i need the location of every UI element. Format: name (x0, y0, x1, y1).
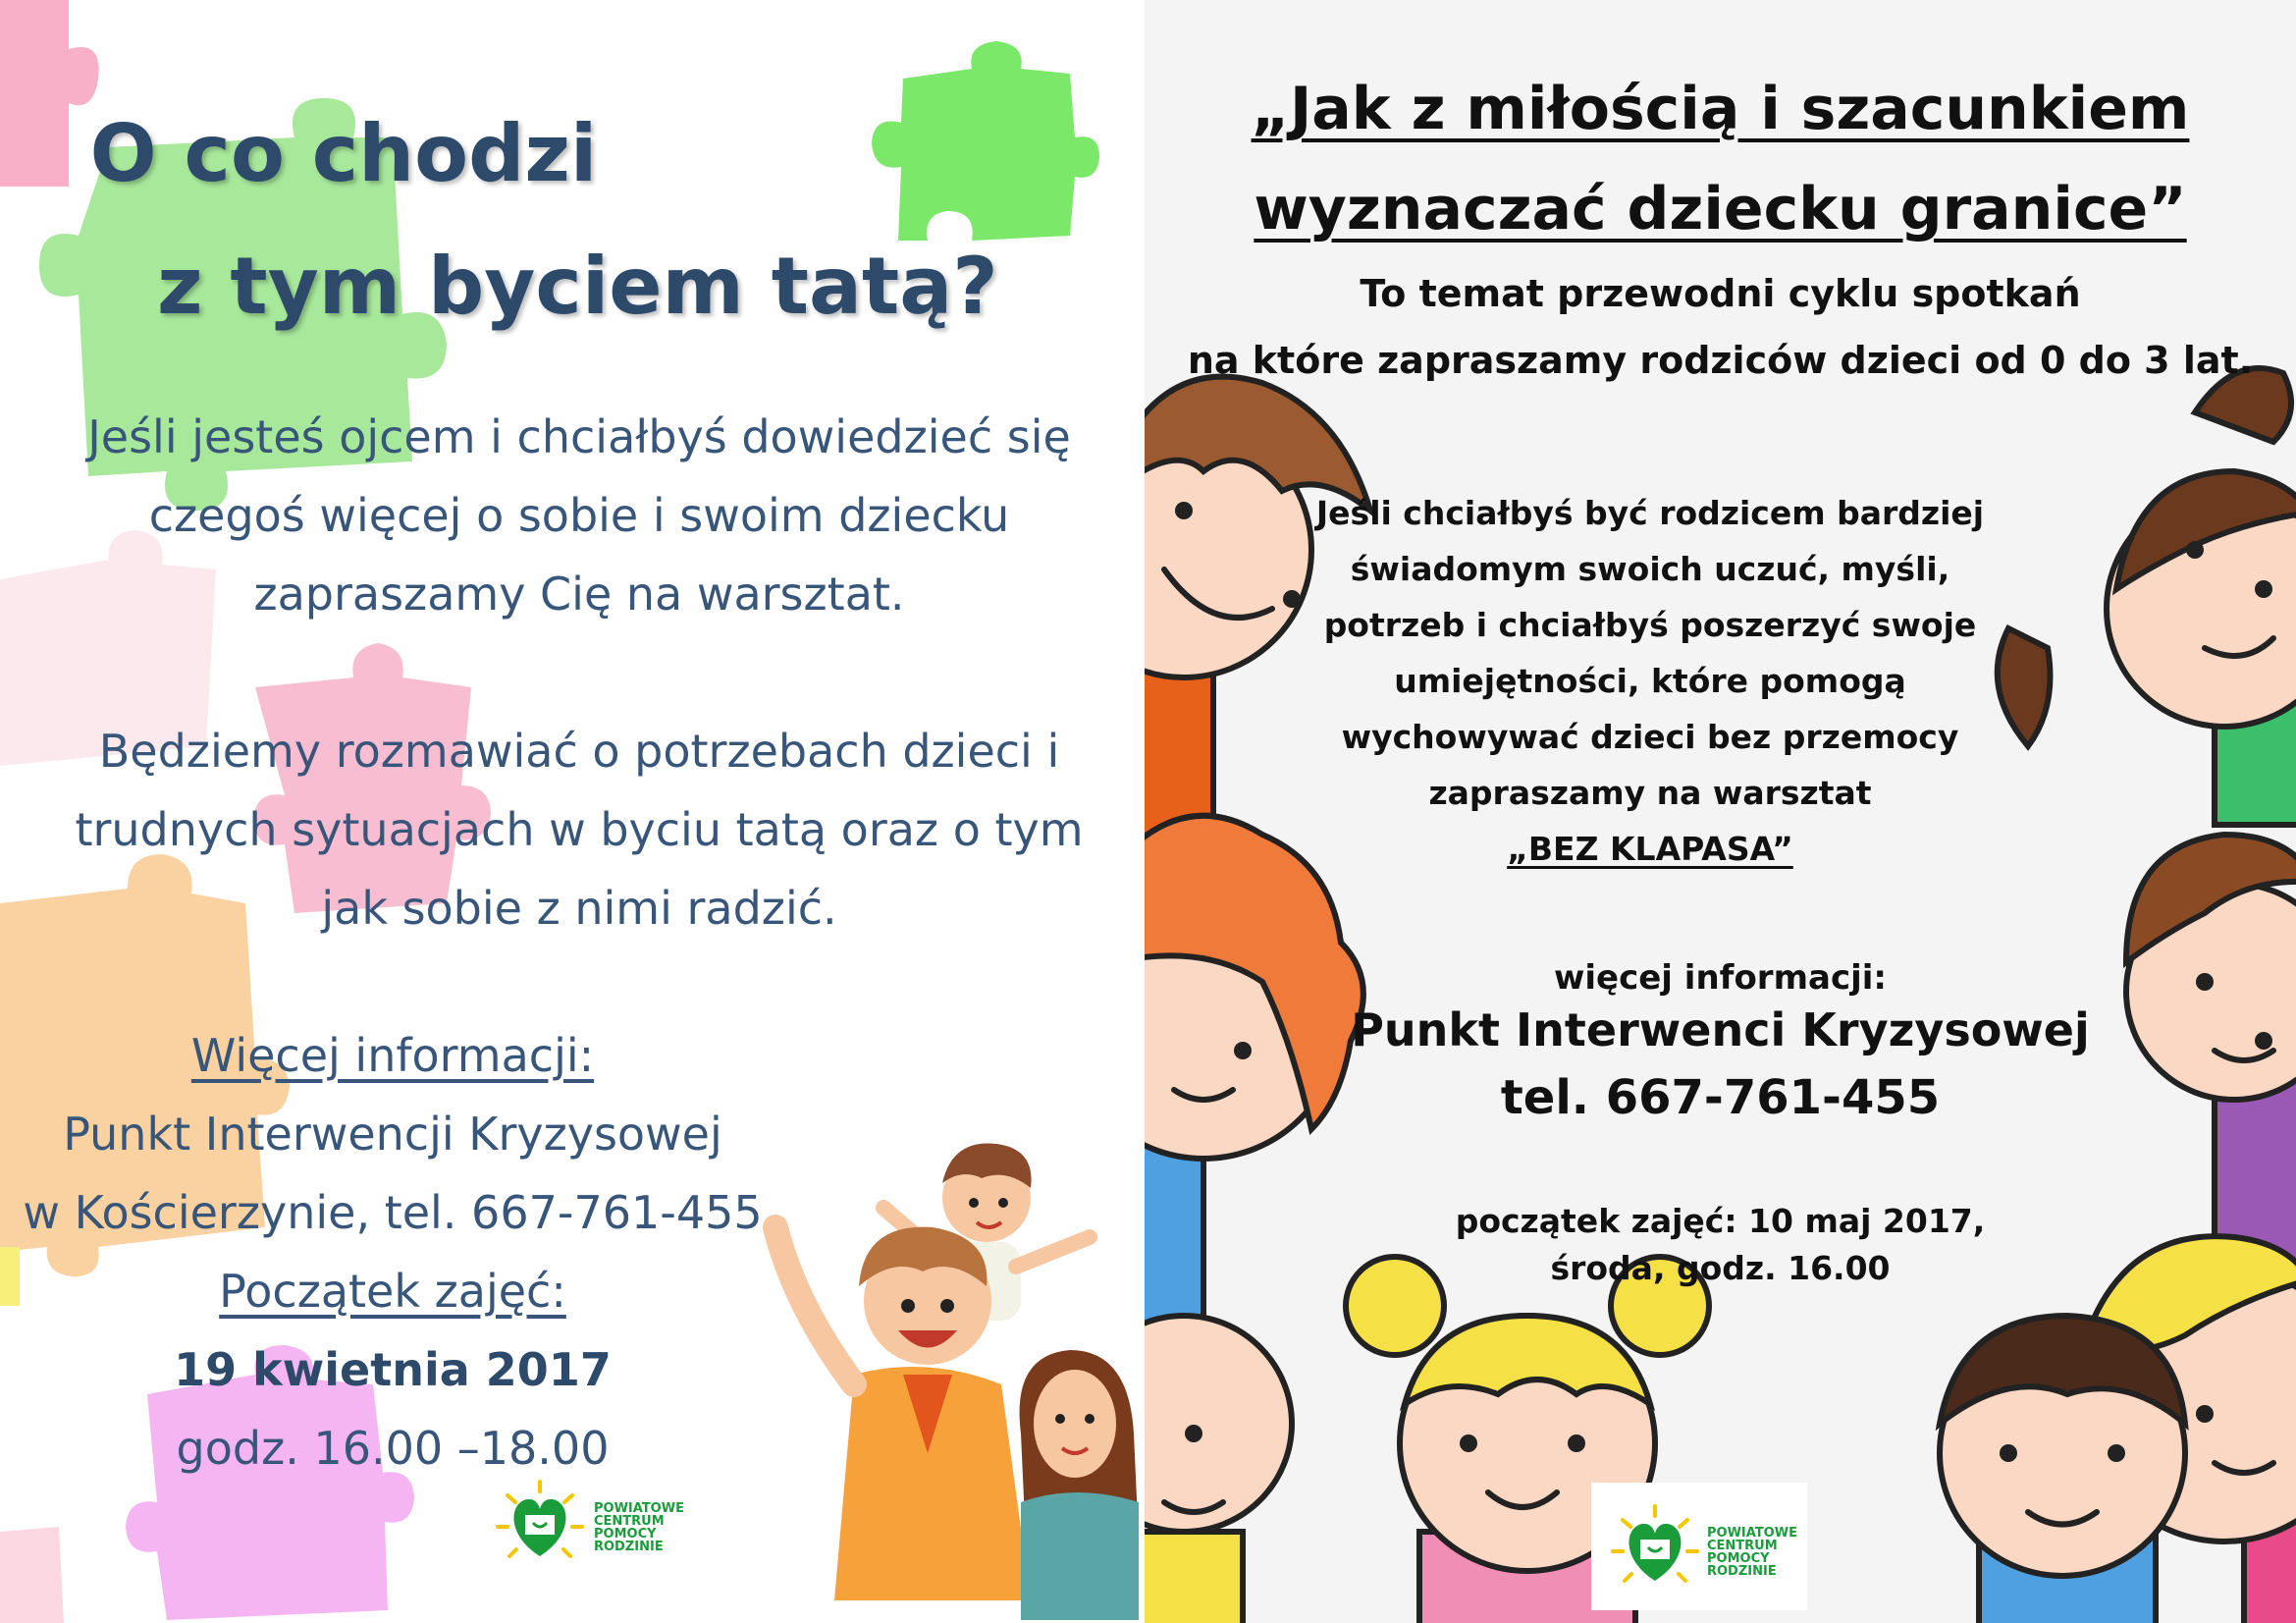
left-info-line2: w Kościerzynie, tel. 667-761-455 (23, 1186, 763, 1239)
right-start-line2: środa, godz. 16.00 (1550, 1249, 1891, 1287)
right-body-line: potrzeb i chciałbyś poszerzyć swoje (1323, 606, 1977, 644)
logo-text-line: RODZINIE (594, 1540, 664, 1554)
left-title-line2: z tym byciem tatą? (157, 241, 998, 332)
right-subtitle-line1: To temat przewodni cyklu spotkań (1360, 272, 2081, 315)
logo-text-line: POMOCY (594, 1527, 657, 1542)
left-topic-line: Będziemy rozmawiać o potrzebach dzieci i (98, 725, 1060, 778)
family-illustration (756, 1129, 1139, 1620)
right-body-line: wychowywać dzieci bez przemocy (1341, 718, 1959, 756)
heart-logo-icon (1611, 1502, 1699, 1591)
right-phone: tel. 667-761-455 (1500, 1070, 1941, 1125)
left-start-date: 19 kwietnia 2017 (174, 1343, 612, 1396)
green-puzzle-piece-top-right (872, 41, 1099, 241)
right-start (1145, 1198, 2296, 1292)
right-body-line: Jeśli chciałbyś być rodzicem bardziej (1315, 494, 1985, 532)
left-topic-line: trudnych sytuacjach w byciu tatą oraz o tym (75, 803, 1084, 856)
left-intro-line: zapraszamy Cię na warsztat. (253, 568, 905, 621)
right-title-line2: wyznaczać dziecku granice” (1254, 175, 2187, 243)
right-start-line1: początek zajęć: 10 maj 2017, (1455, 1202, 1986, 1240)
left-start-heading: Początek zajęć: (219, 1265, 566, 1318)
logo-text-line: POMOCY (1707, 1551, 1770, 1566)
left-topic (39, 712, 1119, 947)
logo-text-line: CENTRUM (594, 1514, 665, 1529)
left-intro-line: Jeśli jesteś ojcem i chciałbyś dowiedzieć się (87, 410, 1071, 463)
right-body (1287, 485, 2013, 877)
logo-text-line: CENTRUM (1707, 1539, 1778, 1553)
logo-text (1707, 1527, 1797, 1578)
left-intro (39, 398, 1119, 633)
right-body-line: zapraszamy na warsztat (1428, 774, 1872, 812)
right-body-line: umiejętności, które pomogą (1394, 662, 1906, 700)
left-intro-line: czegoś więcej o sobie i swoim dziecku (148, 489, 1010, 542)
right-title-line1: „Jak z miłością i szacunkiem (1251, 75, 2190, 143)
left-poster (0, 0, 1139, 1623)
right-info-heading: więcej informacji: (1553, 958, 1888, 998)
pcpr-logo (1591, 1483, 1807, 1610)
right-poster (1145, 0, 2296, 1623)
left-info-heading: Więcej informacji: (190, 1029, 595, 1082)
logo-text-line: POWIATOWE (1707, 1526, 1797, 1541)
right-body-line: świadomym swoich uczuć, myśli, (1350, 550, 1950, 588)
logo-text (594, 1502, 684, 1553)
right-org-name: Punkt Interwenci Kryzysowej (1351, 1003, 2090, 1056)
right-subtitle-line2: na które zapraszamy rodziców dzieci od 0 do 3 lat. (1187, 339, 2254, 382)
right-workshop-name: „BEZ KLAPASA” (1507, 830, 1793, 868)
left-info-block (0, 1016, 785, 1488)
pcpr-logo (496, 1478, 712, 1566)
left-title-line1: O co chodzi (89, 108, 598, 199)
logo-text-line: RODZINIE (1707, 1564, 1777, 1579)
left-info-line1: Punkt Interwencji Kryzysowej (63, 1108, 722, 1161)
left-topic-line: jak sobie z nimi radzić. (321, 882, 837, 935)
heart-logo-icon (496, 1478, 584, 1566)
logo-text-line: POWIATOWE (594, 1501, 684, 1516)
left-start-time: godz. 16.00 –18.00 (176, 1422, 610, 1475)
faint-puzzle-piece-corner (0, 1527, 64, 1623)
